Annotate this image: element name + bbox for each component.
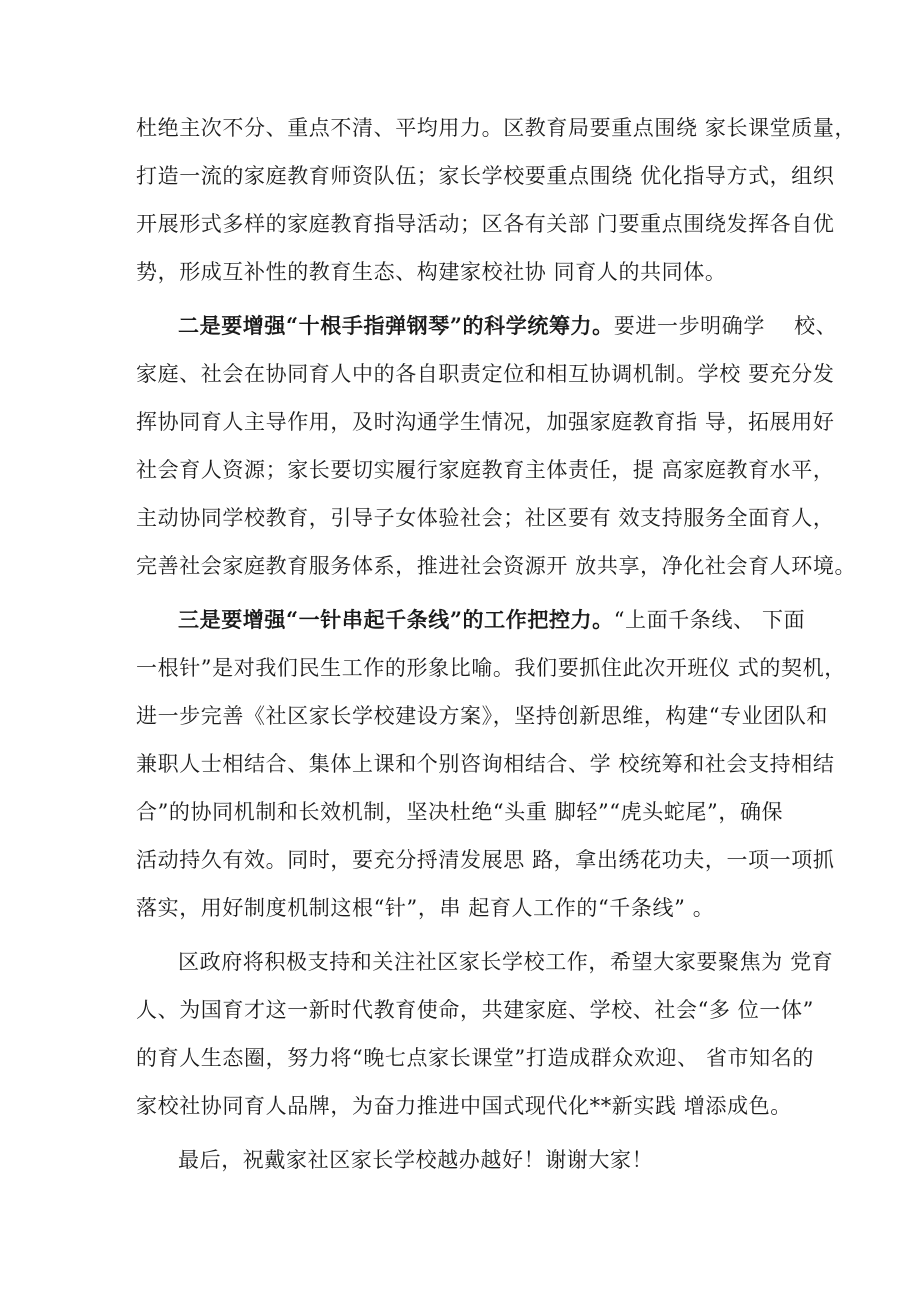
text-line: 人、为国育才这一新时代教育使命，共建家庭、学校、社会“多 位一体” bbox=[136, 998, 814, 1022]
text-run: “上面千条线、 下面 bbox=[613, 608, 806, 632]
section-heading: 三是要增强“一针串起千条线”的工作把控力。 bbox=[178, 607, 614, 632]
paragraph-first-line bbox=[178, 605, 805, 635]
text-line: 家庭、社会在协同育人中的各自职责定位和相互协调机制。学校 要充分发 bbox=[136, 362, 835, 386]
text-line: 打造一流的家庭教育师资队伍；家长学校要重点围绕 优化指导方式，组织 bbox=[136, 164, 835, 188]
text-line: 杜绝主次不分、重点不清、平均用力。区教育局要重点围绕 家长课堂质量， bbox=[136, 116, 857, 140]
text-line: 合”的协同机制和长效机制，坚决杜绝“头重 脚轻”“虎头蛇尾”，确保 bbox=[136, 800, 784, 824]
text-line: 落实，用好制度机制这根“针”，串 起育人工作的“千条线” 。 bbox=[136, 896, 715, 920]
text-line: 势，形成互补性的教育生态、构建家校社协 同育人的共同体。 bbox=[136, 260, 727, 284]
text-line: 家校社协同育人品牌，为奋力推进中国式现代化**新实践 增添成色。 bbox=[136, 1094, 792, 1118]
text-line: 主动协同学校教育，引导子女体验社会；社区要有 效支持服务全面育人， bbox=[136, 506, 835, 530]
text-run: 要进一步明确学 校、 bbox=[613, 314, 838, 338]
text-line: 完善社会家庭教育服务体系，推进社会资源开 放共享，净化社会育人环境。 bbox=[136, 554, 857, 578]
text-line: 挥协同育人主导作用，及时沟通学生情况，加强家庭教育指 导，拓展用好 bbox=[136, 410, 835, 434]
text-line: 社会育人资源；家长要切实履行家庭教育主体责任，提 高家庭教育水平， bbox=[136, 458, 835, 482]
text-line: 开展形式多样的家庭教育指导活动；区各有关部 门要重点围绕发挥各自优 bbox=[136, 212, 835, 236]
text-line: 兼职人士相结合、集体上课和个别咨询相结合、学 校统筹和社会支持相结 bbox=[136, 752, 835, 776]
text-line: 区政府将积极支持和关注社区家长学校工作，希望大家要聚焦为 党育 bbox=[178, 950, 834, 974]
text-line: 进一步完善《社区家长学校建设方案》，坚持创新思维，构建“专业团队和 bbox=[136, 704, 829, 728]
section-heading: 二是要增强“十根手指弹钢琴”的科学统筹力。 bbox=[178, 313, 614, 338]
closing-line: 最后，祝戴家社区家长学校越办越好！谢谢大家！ bbox=[178, 1148, 654, 1172]
text-line: 的育人生态圈，努力将“晚七点家长课堂”打造成群众欢迎、 省市知名的 bbox=[136, 1046, 814, 1070]
text-line: 活动持久有效。同时，要充分捋清发展思 路，拿出绣花功夫，一项一项抓 bbox=[136, 848, 835, 872]
paragraph-first-line bbox=[178, 311, 837, 341]
text-line: 一根针”是对我们民生工作的形象比喻。我们要抓住此次开班仪 式的契机， bbox=[136, 656, 846, 680]
